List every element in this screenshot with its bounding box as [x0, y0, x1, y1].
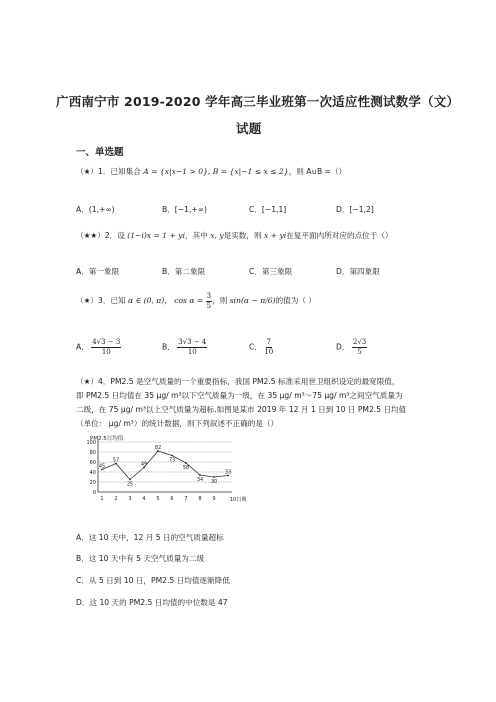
question-4-option-c: C．从 5 日到 10 日，PM2.5 日均值逐渐降低	[76, 576, 230, 585]
question-3-suffix: 的值为（ ）	[275, 296, 316, 305]
question-2-suffix: 在复平面内所对应的点位于（）	[286, 231, 393, 240]
data-label: 49	[140, 461, 148, 468]
data-point	[171, 455, 173, 457]
data-label: 58	[182, 465, 190, 471]
question-3-option-c	[249, 338, 273, 357]
x-tick-label: 8	[198, 496, 202, 502]
question-3-option-b-label: B．	[162, 342, 175, 352]
question-2-expression: (1−i)x = 1 + yi	[127, 231, 186, 240]
y-tick-label: 0	[92, 489, 96, 496]
y-tick-label: 20	[89, 479, 96, 486]
question-4-option-d: D．这 10 天的 PM2.5 日均值的中位数是 47	[76, 598, 228, 607]
data-point	[129, 479, 131, 481]
chart-points	[98, 450, 232, 480]
data-label: 33	[224, 469, 232, 476]
chart-x-ticks	[100, 496, 215, 502]
x-tick-label: 4	[142, 496, 146, 502]
question-1-option-c: C．[−1,1]	[249, 205, 287, 214]
chart-x-label: 10日期	[230, 497, 247, 503]
y-tick-label: 80	[89, 449, 96, 456]
x-tick-label: 1	[100, 496, 104, 502]
data-point	[185, 462, 187, 464]
question-3-option-b	[162, 338, 207, 357]
question-3-option-c-num: 7	[266, 338, 272, 346]
data-label: 30	[210, 479, 218, 485]
question-2-option-d: D．第四象限	[336, 267, 380, 276]
x-tick-label: 7	[184, 496, 188, 502]
y-tick-label: 100	[86, 439, 96, 446]
question-3-option-a-label: A．	[76, 342, 89, 352]
y-tick-label: 60	[89, 459, 96, 466]
question-3-expression2: cos α =	[174, 296, 204, 305]
question-1	[76, 166, 346, 177]
data-point	[213, 476, 215, 478]
data-label: 45	[98, 463, 106, 470]
question-2-mid: ，其中	[185, 231, 208, 240]
question-2-prefix: （★★）2．设	[76, 231, 125, 240]
question-2-expression2: x + yi	[264, 231, 287, 240]
question-4-line2: 即 PM2.5 日均值在 35 μg/ m³以下空气质量为一级，在 35 μg/ m³～75 μg/ m³之间空气质量为	[76, 391, 403, 400]
question-4-line4: （单位： μg/ m³）的统计数据，则下列叙述不正确的是（）	[76, 419, 279, 428]
question-3-option-a-num: 4√3 − 3	[92, 338, 121, 346]
question-1-expression: A = {x|x−1 > 0}, B = {x|−1 ≤ x ≤ 2}	[143, 167, 289, 176]
y-tick-label: 40	[89, 469, 96, 476]
question-3-option-d-den: 5	[357, 348, 362, 356]
document-title-line2: 试题	[236, 121, 262, 136]
document-title-line1: 广西南宁市 2019-2020 学年高三毕业班第一次适应性测试数学（文）	[56, 94, 460, 109]
x-tick-label: 5	[156, 496, 160, 502]
question-3-option-c-fraction	[264, 338, 273, 357]
question-1-suffix: ，则 A∪B =（）	[288, 167, 347, 176]
question-3-option-d-fraction	[352, 338, 367, 357]
question-4-option-a: A．这 10 天中，12 月 5 日的空气质量超标	[76, 533, 224, 542]
data-point	[199, 474, 201, 476]
x-tick-label: 9	[212, 496, 216, 502]
question-3-expression1: α ∈ (0, π)，	[128, 296, 172, 305]
data-label: 73	[168, 457, 176, 464]
question-1-option-d: D．[−1,2]	[336, 205, 374, 214]
question-3-option-a-fraction	[91, 338, 121, 357]
pm25-line-chart	[76, 432, 256, 504]
question-2-option-b: B．第二象限	[162, 267, 206, 276]
question-3	[76, 290, 316, 312]
question-3-option-b-num: 3√3 − 4	[178, 338, 207, 346]
question-2-mid2: 是实数，则	[223, 231, 262, 240]
question-2-vars: x, y	[210, 231, 224, 240]
question-2-option-c: C．第三象限	[249, 267, 293, 276]
data-label: 25	[126, 481, 134, 488]
question-3-option-b-fraction	[177, 338, 207, 357]
question-3-option-d	[336, 338, 367, 357]
question-3-option-d-label: D．	[336, 342, 350, 352]
question-1-option-a: A．(1,+∞)	[76, 205, 115, 214]
question-2-option-a: A．第一象限	[76, 267, 120, 276]
x-tick-label: 3	[128, 496, 132, 502]
question-3-option-d-num: 2√3	[352, 338, 367, 346]
x-tick-label: 2	[114, 496, 118, 502]
question-3-fraction-den: 5	[206, 301, 212, 310]
chart-y-ticks	[86, 440, 96, 496]
question-3-option-c-label: C．	[249, 342, 262, 352]
question-1-option-b: B．[−1,+∞)	[162, 205, 208, 214]
question-2	[76, 230, 393, 241]
question-3-option-a-den: 10	[101, 348, 111, 356]
section-heading: 一、单选题	[76, 147, 124, 158]
chart-title: PM2.5日均值	[90, 436, 124, 442]
data-label: 57	[112, 457, 120, 464]
data-label: 34	[196, 477, 204, 483]
x-tick-label: 6	[170, 496, 174, 502]
question-3-option-b-den: 10	[187, 348, 197, 356]
question-3-option-a	[76, 338, 121, 357]
question-3-option-c-den: 10	[264, 348, 274, 356]
question-4-line3: 二级，在 75 μg/ m³以上空气质量为超标.如图是某市 2019 年 12 月 1 日到 10 日 PM2.5 日均值	[76, 405, 407, 414]
question-4-option-b: B．这 10 天中有 5 天空气质量为二级	[76, 554, 205, 563]
data-label: 82	[154, 445, 162, 451]
question-4-line1: （★）4．PM2.5 是空气质量的一个重要指标，我国 PM2.5 标准采用世卫组织设定的最宽限值，	[76, 377, 400, 386]
question-3-fraction-num: 3	[206, 291, 212, 300]
question-3-prefix: （★）3．已知	[76, 296, 126, 305]
question-3-mid: ，则	[212, 296, 228, 305]
chart-series-line	[102, 451, 228, 480]
question-1-prefix: （★）1．已知集合	[76, 167, 141, 176]
question-3-expression3: sin(α − π/6)	[229, 296, 276, 305]
